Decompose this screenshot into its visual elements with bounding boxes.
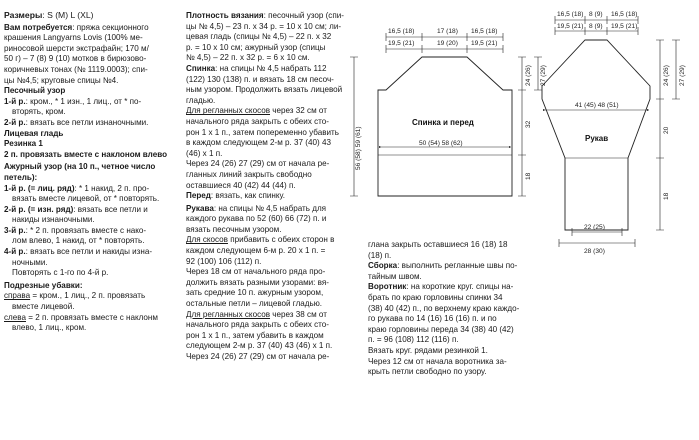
bevel-line: зать средние 10 п. ажурным узором,	[186, 288, 324, 298]
body-side-upper2: 27 (29)	[540, 65, 547, 86]
pattern-row-cont: лом влево, 1 накид, от * повторять.	[12, 236, 145, 246]
raglan2-line: следующем 2-м р. 37 (40) 43 (46) x 1 п.	[186, 341, 333, 351]
decrease-left: слева = 2 п. провязать вместе с наклонм	[4, 312, 158, 322]
body-title: Спинка и перед	[412, 118, 474, 127]
gauge-line: цевая гладь (спицы № 4,5) – 22 п. x 32	[186, 32, 332, 42]
sleeve-upper-width: 41 (45) 48 (51)	[575, 102, 619, 109]
raglan-cont-line: (18) п.	[368, 250, 392, 260]
collar-line: Воротник: на короткие круг. спицы на-	[368, 282, 514, 292]
pattern-title: 2 п. провязать вместе с наклоном влево	[4, 149, 168, 159]
body-dim-top2-mid: 19 (20)	[437, 40, 458, 47]
collar-line: Через 12 см от начала воротника за-	[368, 356, 507, 366]
sleeve-bottom-dim-2	[559, 239, 635, 247]
materials-line: 50 г) – 7 (8) 9 (10) мотков в бирюзово-	[4, 54, 147, 64]
raglan-line: Для регланных скосов через 32 см от	[186, 106, 327, 116]
body-width: 50 (54) 58 (62)	[419, 140, 463, 147]
pattern-row: 3-й р.: * 2 п. провязать вместе с нако-	[4, 225, 147, 235]
body-side-low: 18	[525, 172, 532, 180]
pattern-repeat: Повторять с 1-го по 4-й р.	[12, 268, 109, 278]
raglan2-line: Для регланных скосов через 38 см от	[186, 309, 327, 319]
sizes-line: Размеры: S (M) L (XL)	[4, 10, 94, 20]
pattern-title: Лицевая гладь	[4, 128, 64, 138]
decrease-left-cont: влево, 1 лиц., кром.	[12, 323, 87, 333]
pattern-row-cont: вторять, кром.	[12, 107, 66, 117]
collar-line: го рукава по 14 (16) 16 (16) п. и по	[368, 314, 497, 324]
front-line: Перед: вязать, как спинку.	[186, 191, 285, 201]
raglan-line: гланных линий закрыть свободно	[186, 169, 312, 179]
sleeve-side-upper: 24 (26)	[663, 65, 670, 86]
body-side-tall: 56 (58) 59 (61)	[355, 126, 362, 170]
sleeve-line: Рукава: на спицы № 4,5 набрать для	[186, 203, 327, 213]
materials-line: Вам потребуется: пряжа секционного	[4, 22, 149, 32]
raglan2-line: Через 24 (26) 27 (29) см от начала ре-	[186, 352, 330, 361]
sleeve-side-upper2: 27 (29)	[679, 65, 686, 86]
sleeve-side-low: 18	[663, 192, 670, 200]
sleeve-dim-top-left: 16,5 (18)	[557, 11, 584, 18]
sleeve-line: вязать песочным узором.	[186, 224, 282, 234]
assembly-line: Сборка: выполнить регланные швы по-	[368, 261, 518, 271]
materials-line: крашения Langyarns Lovis (100% ме-	[4, 33, 143, 43]
body-dim-top2-right: 19,5 (21)	[471, 40, 498, 47]
raglan2-line: рон 1 x 1 п., затем убавить в каждом	[186, 330, 324, 340]
pattern-title: Резинка 1	[4, 139, 43, 149]
bevel-line: остальные петли – лицевой гладью.	[186, 299, 323, 309]
pattern-row: 2-й р.: вязать все петли изнаночными.	[4, 117, 149, 127]
collar-line: крыть петли свободно по узору.	[368, 367, 487, 377]
back-line: (122) 130 (138) п. и вязать 18 см песоч-	[186, 74, 334, 84]
gauge-line: № 4,5) – 22 п. x 32 р. = 6 x 10 см.	[186, 53, 310, 63]
body-dim-top2-left: 19,5 (21)	[388, 40, 415, 47]
raglan-line: (46) x 1 п.	[186, 148, 223, 158]
pattern-title: Подрезные убавки:	[4, 280, 83, 290]
body-dim-top-mid: 17 (18)	[437, 28, 458, 35]
pattern-row-cont: вязать вместе лицевой, от * повторять.	[12, 194, 160, 204]
raglan-line: Через 24 (26) 27 (29) см от начала ре-	[186, 159, 330, 169]
back-line: Спинка: на спицы № 4,5 набрать 112	[186, 63, 327, 73]
pattern-row: 2-й р. (= изн. ряд): вязать все петли и	[4, 204, 148, 214]
pattern-row-cont: накиды изнаночными.	[12, 215, 95, 225]
pattern-row: 1-й р.: кром., * 1 изн., 1 лиц., от * по-	[4, 96, 142, 106]
collar-line: брать по краю горловины спинки 34	[368, 292, 503, 302]
raglan-cont-line: глана закрыть оставшиеся 16 (18) 18	[368, 240, 508, 249]
gauge-line: р. = 10 x 10 см; ажурный узор (спицы	[186, 42, 326, 52]
sleeve-bottom-1: 22 (25)	[584, 224, 605, 231]
back-line: гладью.	[186, 95, 216, 105]
raglan-line: в каждом следующем 2-м р. 37 (40) 43	[186, 138, 331, 148]
sleeve-title: Рукав	[585, 134, 609, 143]
pattern-row: 1-й р. (= лиц. ряд): * 1 накид, 2 п. про-	[4, 183, 150, 193]
sleeve-dim-top2-right: 19,5 (21)	[611, 23, 638, 30]
back-line: ным узором. Продолжить вязать лицевой	[186, 85, 343, 95]
collar-line: Вязать круг. рядами резинкой 1.	[368, 345, 488, 355]
bevel-line: Через 18 см от начального ряда про-	[186, 267, 326, 277]
pattern-title: петель):	[4, 172, 38, 182]
body-side-upper: 24 (26)	[525, 65, 532, 86]
collar-line: п. = 96 (108) 112 (116) п.	[368, 335, 459, 345]
body-dim-top-right: 16,5 (18)	[471, 28, 498, 35]
body-dim-top-left: 16,5 (18)	[388, 28, 415, 35]
decrease-right: справа = кром., 1 лиц., 2 п. провязать	[4, 291, 146, 301]
bevel-line: каждом следующем 6-м р. 20 x 1 п. =	[186, 246, 326, 256]
materials-line: риносовой шерсти экстрафайн; 170 м/	[4, 43, 149, 53]
pattern-title: Песочный узор	[4, 86, 66, 96]
bevel-line: должить вязать разными узорами: вя-	[186, 277, 329, 287]
collar-line: краю горловины переда 34 (38) 40 (42)	[368, 324, 514, 334]
raglan-line: рон 1 x 1 п., затем попеременно убавить	[186, 127, 339, 137]
raglan-line: начального ряда закрыть с обеих сто-	[186, 116, 329, 126]
sleeve-bottom-2: 28 (30)	[584, 248, 605, 255]
sleeve-dim-top2-mid: 8 (9)	[589, 23, 603, 30]
sleeve-line: каждого рукава по 52 (60) 66 (72) п. и	[186, 214, 327, 224]
pattern-title: Ажурный узор (на 10 п., четное число	[4, 162, 156, 172]
raglan2-line: начального ряда закрыть с обеих сто-	[186, 320, 329, 330]
materials-line: цы №4,5; круговые спицы №4.	[4, 75, 119, 85]
assembly-line: тайным швом.	[368, 271, 422, 281]
materials-line: коричневых тонах (№ 1119.0003); спи-	[4, 64, 148, 74]
sleeve-dim-top2-left: 19,5 (21)	[557, 23, 584, 30]
gauge-line: цы № 4,5) – 23 п. x 34 р. = 10 x 10 см; ли-	[186, 21, 342, 31]
gauge-line: Плотность вязания: песочный узор (спи-	[186, 11, 344, 20]
collar-line: (38) 40 (42) п., по верхнему краю каждо-	[368, 303, 520, 313]
decrease-right-cont: вместе лицевой.	[12, 302, 75, 312]
bevel-line: Для скосов прибавить с обеих сторон в	[186, 235, 335, 245]
bevel-line: 92 (100) 106 (112) п.	[186, 256, 262, 266]
sleeve-dim-top-right: 16,5 (18)	[611, 11, 638, 18]
sleeve-dim-top-mid: 8 (9)	[589, 11, 603, 18]
pattern-row-cont: ночными.	[12, 257, 48, 267]
raglan-line: оставшиеся 40 (42) 44 (44) п.	[186, 180, 296, 190]
body-side-mid: 32	[525, 120, 532, 128]
pattern-row: 4-й р.: вязать все петли и накиды изна-	[4, 247, 153, 257]
sleeve-side-mid: 20	[663, 126, 670, 134]
